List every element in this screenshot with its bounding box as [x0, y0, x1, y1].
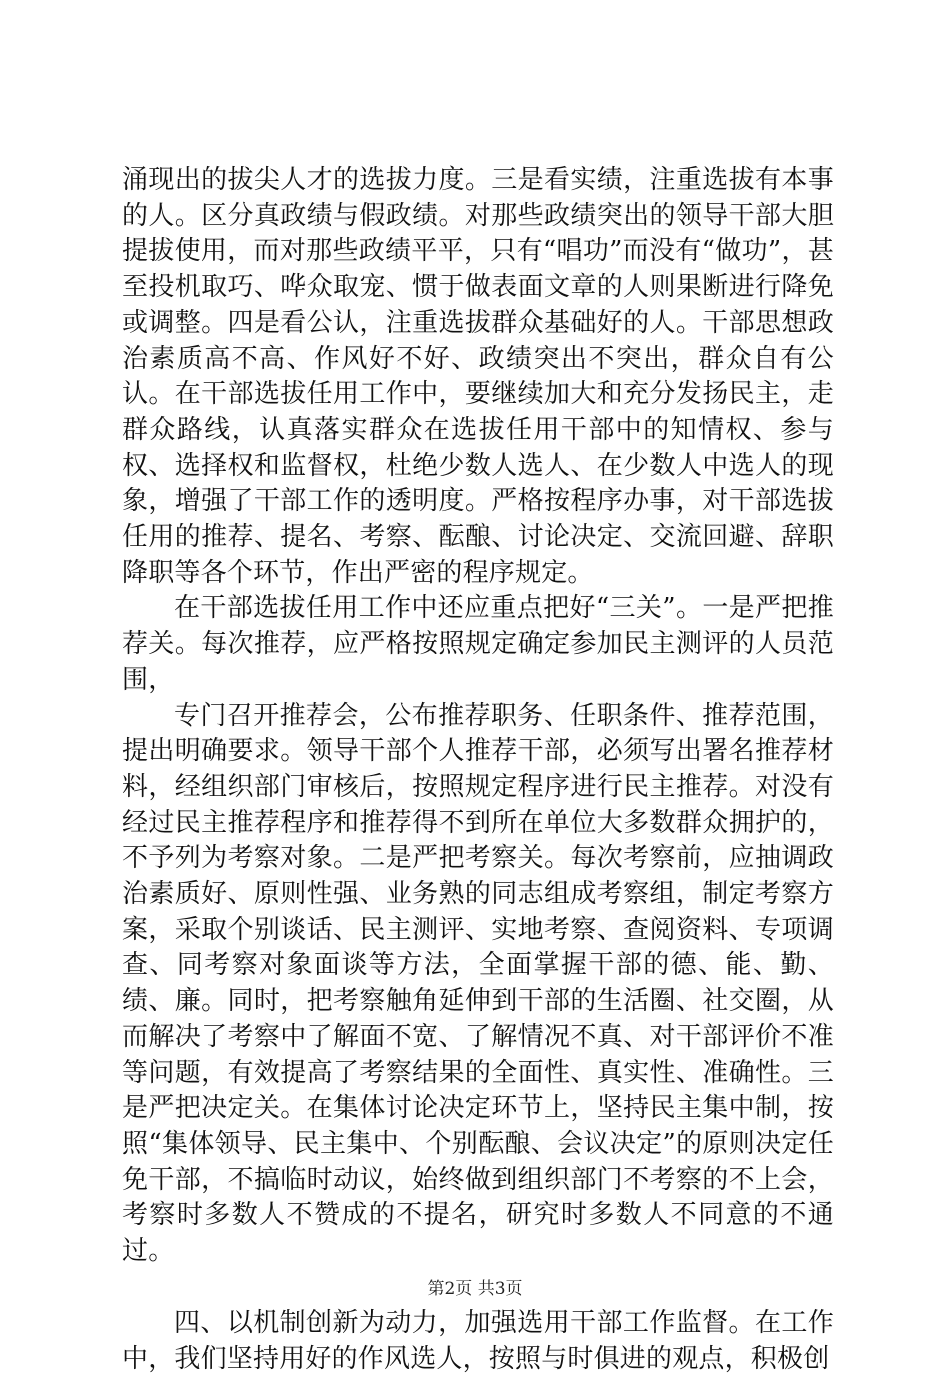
- page-number-footer: 第2页 共3页: [427, 1279, 523, 1299]
- paragraph-1: 涌现出的拔尖人才的选拔力度。三是看实绩，注重选拔有本事的人。区分真政绩与假政绩。对那些政绩突出的领导干部大胆提拔使用，而对那些政绩平平，只有“唱功”而没有“做功”，甚至投机取巧、哗众取宠、惯于做表面文章的人则果断进行降免或调整。四是看公认，注重选拔群众基础好的人。干部思想政治素质高不高、作风好不好、政绩突出不突出，群众自有公认。在干部选拔任用工作中，要继续加大和充分发扬民主，走群众路线，认真落实群众在选拔任用干部中的知情权、参与权、选择权和监督权，杜绝少数人选人、在少数人中选人的现象，增强了干部工作的透明度。严格按程序办事，对干部选拔任用的推荐、提名、考察、酝酿、讨论决定、交流回避、辞职降职等各个环节，作出严密的程序规定。: [122, 165, 834, 588]
- paragraph-3: 专门召开推荐会，公布推荐职务、任职条件、推荐范围，提出明确要求。领导干部个人推荐干部，必须写出署名推荐材料，经组织部门审核后，按照规定程序进行民主推荐。对没有经过民主推荐程序和推荐得不到所在单位大多数群众拥护的，不予列为考察对象。二是严把考察关。每次考察前，应抽调政治素质好、原则性强、业务熟的同志组成考察组，制定考察方案，采取个别谈话、民主测评、实地考察、查阅资料、专项调查、同考察对象面谈等方法，全面掌握干部的德、能、勤、绩、廉。同时，把考察触角延伸到干部的生活圈、社交圈，从而解决了考察中了解面不宽、了解情况不真、对干部评价不准等问题，有效提高了考察结果的全面性、真实性、准确性。三是严把决定关。在集体讨论决定环节上，坚持民主集中制，按照“集体领导、民主集中、个别酝酿、会议决定”的原则决定任免干部，不搞临时动议，始终做到组织部门不考察的不上会，考察时多数人不赞成的不提名，研究时多数人不同意的不通过。: [122, 700, 834, 1267]
- document-body: [122, 163, 834, 1377]
- paragraph-2: 在干部选拔任用工作中还应重点把好“三关”。一是严把推荐关。每次推荐，应严格按照规定确定参加民主测评的人员范围，: [122, 593, 834, 695]
- paragraph-4: 四、以机制创新为动力，加强选用干部工作监督。在工作中，我们坚持用好的作风选人，按照与时俱进的观点，积极创: [122, 1307, 834, 1374]
